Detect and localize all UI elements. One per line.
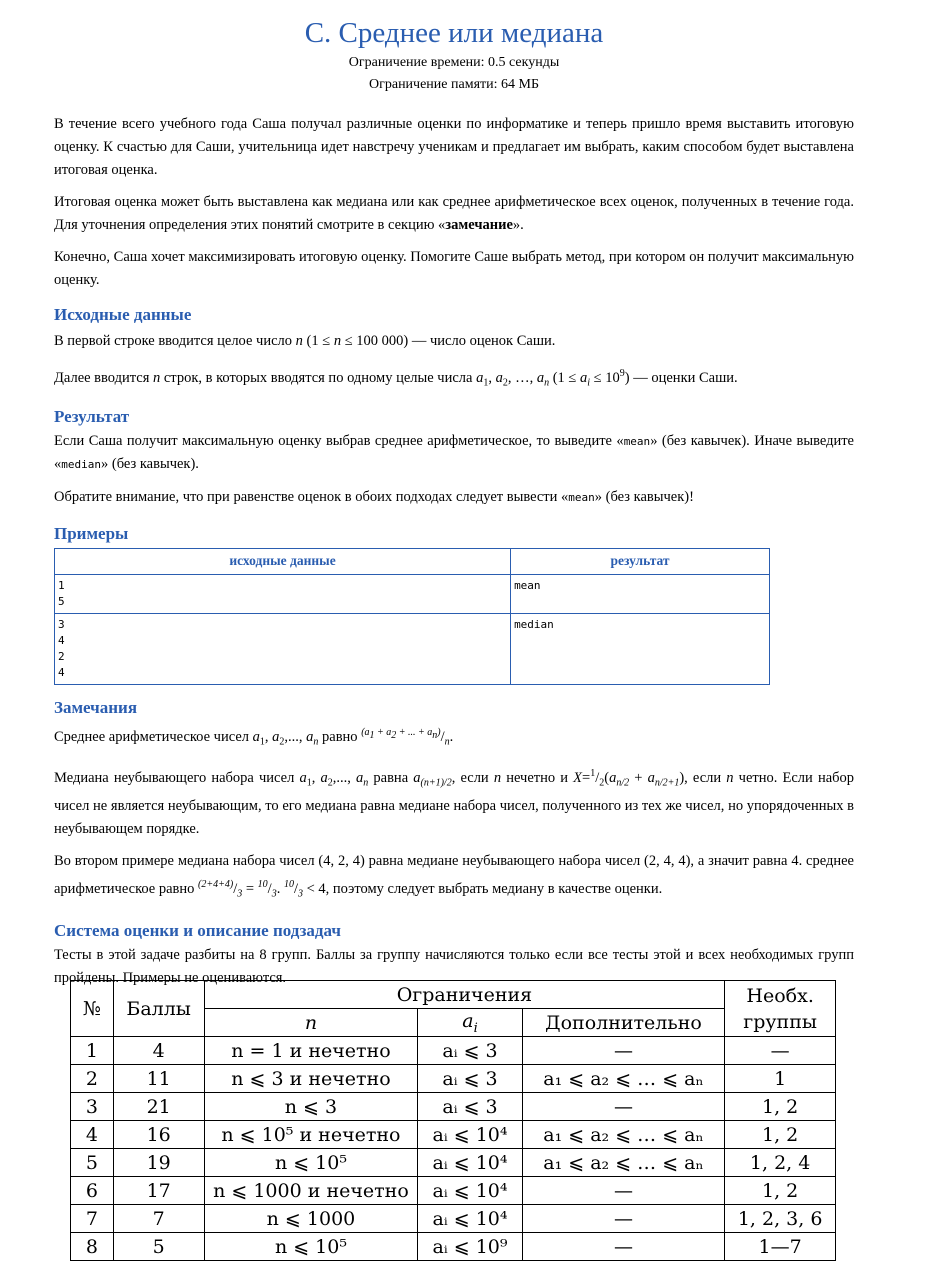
col-points-header: Баллы: [113, 981, 204, 1037]
grading-cell-extra: —: [522, 1093, 725, 1121]
output-paragraph-2: Обратите внимание, что при равенстве оценок в обоих подходах следует вывести «mean» (без кавычек)!: [54, 488, 694, 505]
grading-cell-n: n ⩽ 10⁵: [204, 1233, 418, 1261]
grading-cell-ai: aᵢ ⩽ 3: [418, 1093, 522, 1121]
grading-cell-extra: a₁ ⩽ a₂ ⩽ … ⩽ aₙ: [522, 1149, 725, 1177]
notes-paragraph-3: Во втором примере медиана набора чисел (4, 2, 4) равна медиане неубывающего набора чисел (2, 4, 4), а значит равна 4. среднее арифметическое равно $^{(2+4+4)}/_3 = ^{10}/_3$. $^{10}/_3 < 4$, поэтому следует выбрать медиану в качестве оценки.: [54, 853, 854, 900]
grading-cell-points: 16: [113, 1121, 204, 1149]
col-deps-header: Необх. группы: [725, 981, 836, 1037]
grading-cell-extra: —: [522, 1037, 725, 1065]
examples-output-header: результат: [511, 548, 770, 574]
example-1-output[interactable]: mean: [511, 574, 770, 613]
grading-cell-points: 11: [113, 1065, 204, 1093]
problem-page: [54, 0, 854, 990]
grading-row: [71, 1037, 836, 1065]
grading-cell-ai: aᵢ ⩽ 10⁴: [418, 1121, 522, 1149]
grading-row: [71, 1233, 836, 1261]
grading-cell-ai: aᵢ ⩽ 3: [418, 1065, 522, 1093]
grading-row: [71, 1149, 836, 1177]
grading-row: [71, 1093, 836, 1121]
grading-row: [71, 1121, 836, 1149]
grading-cell-ai: aᵢ ⩽ 10⁴: [418, 1149, 522, 1177]
grading-cell-extra: —: [522, 1177, 725, 1205]
examples-input-header: исходные данные: [55, 548, 511, 574]
grading-cell-num: 2: [71, 1065, 114, 1093]
grading-cell-num: 4: [71, 1121, 114, 1149]
grading-cell-points: 19: [113, 1149, 204, 1177]
grading-cell-deps: 1, 2: [725, 1121, 836, 1149]
grading-row: [71, 1065, 836, 1093]
grading-cell-num: 1: [71, 1037, 114, 1065]
col-n-header: n: [204, 1009, 418, 1037]
grading-cell-n: n ⩽ 10⁵: [204, 1149, 418, 1177]
examples-table: [54, 548, 770, 685]
grading-cell-n: n ⩽ 1000 и нечетно: [204, 1177, 418, 1205]
col-num-header: №: [71, 981, 114, 1037]
grading-cell-points: 5: [113, 1233, 204, 1261]
time-limit: Ограничение времени: 0.5 секунды: [348, 55, 560, 70]
grading-text: Тесты в этой задаче разбиты на 8 групп. Баллы за группу начисляются только если все тесты этой и всех необходимых групп пройдены. Примеры не оцениваются.: [54, 946, 854, 986]
grading-cell-points: 7: [113, 1205, 204, 1233]
output-heading: Результат: [54, 406, 130, 426]
grading-cell-num: 5: [71, 1149, 114, 1177]
input-heading: Исходные данные: [54, 305, 192, 324]
grading-cell-deps: 1, 2: [725, 1177, 836, 1205]
grading-cell-n: n ⩽ 3 и нечетно: [204, 1065, 418, 1093]
grading-cell-deps: 1: [725, 1065, 836, 1093]
grading-cell-deps: 1, 2, 3, 6: [725, 1205, 836, 1233]
col-ai-header: $a_i$: [418, 1009, 522, 1037]
grading-table: [70, 980, 836, 1261]
grading-cell-ai: aᵢ ⩽ 3: [418, 1037, 522, 1065]
input-line-2: Далее вводится n строк, в которых вводятся по одному целые числа $a_1$, $a_2$, …, $a_n$ $(1 \le a_i \le 10^9)$ — оценки Саши.: [54, 368, 738, 389]
grading-cell-num: 3: [71, 1093, 114, 1121]
grading-cell-n: n ⩽ 1000: [204, 1205, 418, 1233]
grading-cell-ai: aᵢ ⩽ 10⁹: [418, 1233, 522, 1261]
grading-cell-ai: aᵢ ⩽ 10⁴: [418, 1177, 522, 1205]
grading-cell-points: 17: [113, 1177, 204, 1205]
statement-paragraph-2: Итоговая оценка может быть выставлена как медиана или как среднее арифметическое всех оценок, полученных в течение года. Для уточнения определения этих понятий смотрите в секцию «замечание».: [54, 194, 854, 233]
grading-cell-num: 7: [71, 1205, 114, 1233]
memory-limit: Ограничение памяти: 64 МБ: [369, 77, 539, 92]
statement-paragraph-1: В течение всего учебного года Саша получал различные оценки по информатике и теперь пришло время выставить итоговую оценку. К счастью для Саши, учительница идет навстречу ученикам и предлагает им выбрать, каким способом будет выставлена итоговая оценка.: [54, 116, 854, 178]
grading-cell-n: n ⩽ 3: [204, 1093, 418, 1121]
col-constraints-header: Ограничения: [204, 981, 725, 1009]
notes-paragraph-1: Среднее арифметическое чисел $a_1$, $a_2$,..., $a_n$ равно $^{(a_1 + a_2 + ... + a_n)}/_n$.: [54, 726, 454, 748]
grading-row: [71, 1205, 836, 1233]
grading-cell-deps: 1, 2: [725, 1093, 836, 1121]
grading-row: [71, 1177, 836, 1205]
grading-cell-deps: —: [725, 1037, 836, 1065]
example-1-input[interactable]: 1 5: [55, 574, 511, 613]
grading-heading: Система оценки и описание подзадач: [54, 920, 341, 940]
example-2-output[interactable]: median: [511, 613, 770, 684]
grading-cell-num: 8: [71, 1233, 114, 1261]
grading-cell-extra: a₁ ⩽ a₂ ⩽ … ⩽ aₙ: [522, 1065, 725, 1093]
grading-cell-n: n ⩽ 10⁵ и нечетно: [204, 1121, 418, 1149]
statement-paragraph-3: Конечно, Саша хочет максимизировать итоговую оценку. Помогите Саше выбрать метод, при котором он получит максимальную оценку.: [54, 249, 854, 288]
grading-cell-points: 4: [113, 1037, 204, 1065]
example-2-input[interactable]: 3 4 2 4: [55, 613, 511, 684]
notes-paragraph-2: Медиана неубывающего набора чисел $a_1$, $a_2$,..., $a_n$ равна $a_{(n+1)/2}$, если n нечетно и $X=^1/_2(a_{n/2} + a_{n/2+1})$, если n четно. Если набор чисел не является неубывающим, то его медиана равна медиане набора чисел, полученного из тех же чисел, но упорядоченных в неубывающем порядке.: [54, 768, 855, 838]
grading-cell-deps: 1, 2, 4: [725, 1149, 836, 1177]
grading-cell-extra: a₁ ⩽ a₂ ⩽ … ⩽ aₙ: [522, 1121, 725, 1149]
grading-cell-ai: aᵢ ⩽ 10⁴: [418, 1205, 522, 1233]
grading-cell-deps: 1—7: [725, 1233, 836, 1261]
grading-cell-extra: —: [522, 1233, 725, 1261]
grading-cell-extra: —: [522, 1205, 725, 1233]
grading-cell-points: 21: [113, 1093, 204, 1121]
examples-heading: Примеры: [54, 523, 129, 543]
input-line-1: В первой строке вводится целое число n (1 ≤ n ≤ 100 000) — число оценок Саши.: [54, 333, 556, 349]
grading-cell-num: 6: [71, 1177, 114, 1205]
output-paragraph-1: Если Саша получит максимальную оценку выбрав среднее арифметическое, то выведите «mean» (без кавычек). Иначе выведите «median» (без кавычек).: [54, 432, 854, 472]
col-extra-header: Дополнительно: [522, 1009, 725, 1037]
notes-heading: Замечания: [54, 697, 138, 717]
grading-cell-n: n = 1 и нечетно: [204, 1037, 418, 1065]
problem-title: C. Среднее или медиана: [304, 17, 604, 49]
note-link: замечание: [445, 217, 513, 233]
